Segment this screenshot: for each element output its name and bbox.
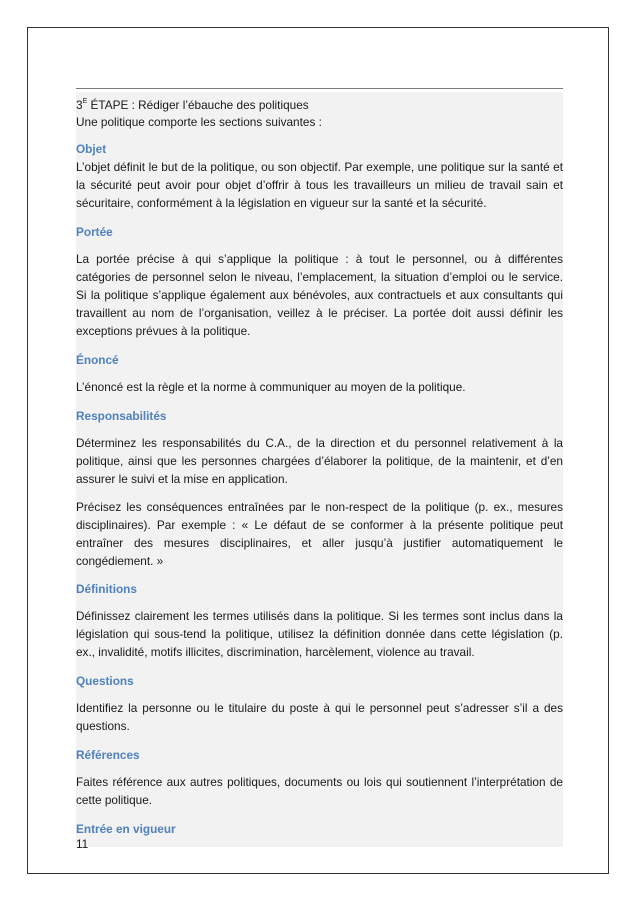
header-rule: [76, 88, 563, 89]
heading-references: Références: [76, 748, 140, 762]
heading-definitions: Définitions: [76, 582, 137, 596]
text-portee: La portée précise à qui s’applique la politique : à tout le personnel, ou à différentes catégories de personnel selon le niveau, l’emplacement, la situation d’emploi ou le service. Si la politique s’applique également aux bénévoles, aux contractuels et aux consultants qui travaillent au nom de l’organisation, veillez à le préciser. La portée doit aussi définir les exceptions prévues à la politique.: [76, 252, 563, 338]
step-title: [76, 92, 563, 113]
text-definitions: Définissez clairement les termes utilisés dans la politique. Si les termes sont inclus dans la législation qui sous-tend la politique, utilisez la définition donnée dans cette législation (p. ex., invalidité, motifs illicites, discrimination, harcèlement, violence au travail.: [76, 609, 563, 659]
text-references: Faites référence aux autres politiques, documents ou lois qui soutiennent l’interprétation de cette politique.: [76, 775, 563, 807]
intro-text: Une politique comporte les sections suivantes :: [76, 115, 322, 129]
step-title-text: ÉTAPE : Rédiger l’ébauche des politiques: [87, 98, 309, 112]
text-responsabilites-1: Déterminez les responsabilités du C.A., de la direction et du personnel relativement à la politique, ainsi que les personnes chargées d’élaborer la politique, de la maintenir, et d’en assurer le suivi et la mise en application.: [76, 436, 563, 486]
text-objet: L’objet définit le but de la politique, ou son objectif. Par exemple, une politique sur la santé et la sécurité peut avoir pour objet d’offrir à tous les travailleurs un milieu de travail sain et sécuritaire, conformément à la législation en vigueur sur la santé et la sécurité.: [76, 160, 563, 210]
text-enonce: L’énoncé est la règle et la norme à communiquer au moyen de la politique.: [76, 380, 466, 394]
heading-objet: Objet: [76, 142, 107, 156]
page-number: 11: [76, 837, 89, 851]
heading-enonce: Énoncé: [76, 353, 119, 367]
heading-questions: Questions: [76, 674, 134, 688]
heading-responsabilites: Responsabilités: [76, 409, 167, 423]
heading-portee: Portée: [76, 225, 113, 239]
text-questions: Identifiez la personne ou le titulaire du poste à qui le personnel peut s’adresser s’il a des questions.: [76, 701, 563, 733]
text-responsabilites-2: Précisez les conséquences entraînées par le non-respect de la politique (p. ex., mesures disciplinaires). Par exemple : « Le défaut de se conformer à la présente politique peut entraîner des mesures disciplinaires, et aller jusqu’à justifier automatiquement le congédiement. »: [76, 500, 563, 568]
shaded-block: [76, 92, 563, 847]
document-body: [76, 92, 563, 847]
step-number: 3: [76, 98, 83, 112]
heading-entree-en-vigueur: Entrée en vigueur: [76, 822, 176, 836]
step-superscript: E: [82, 98, 88, 105]
